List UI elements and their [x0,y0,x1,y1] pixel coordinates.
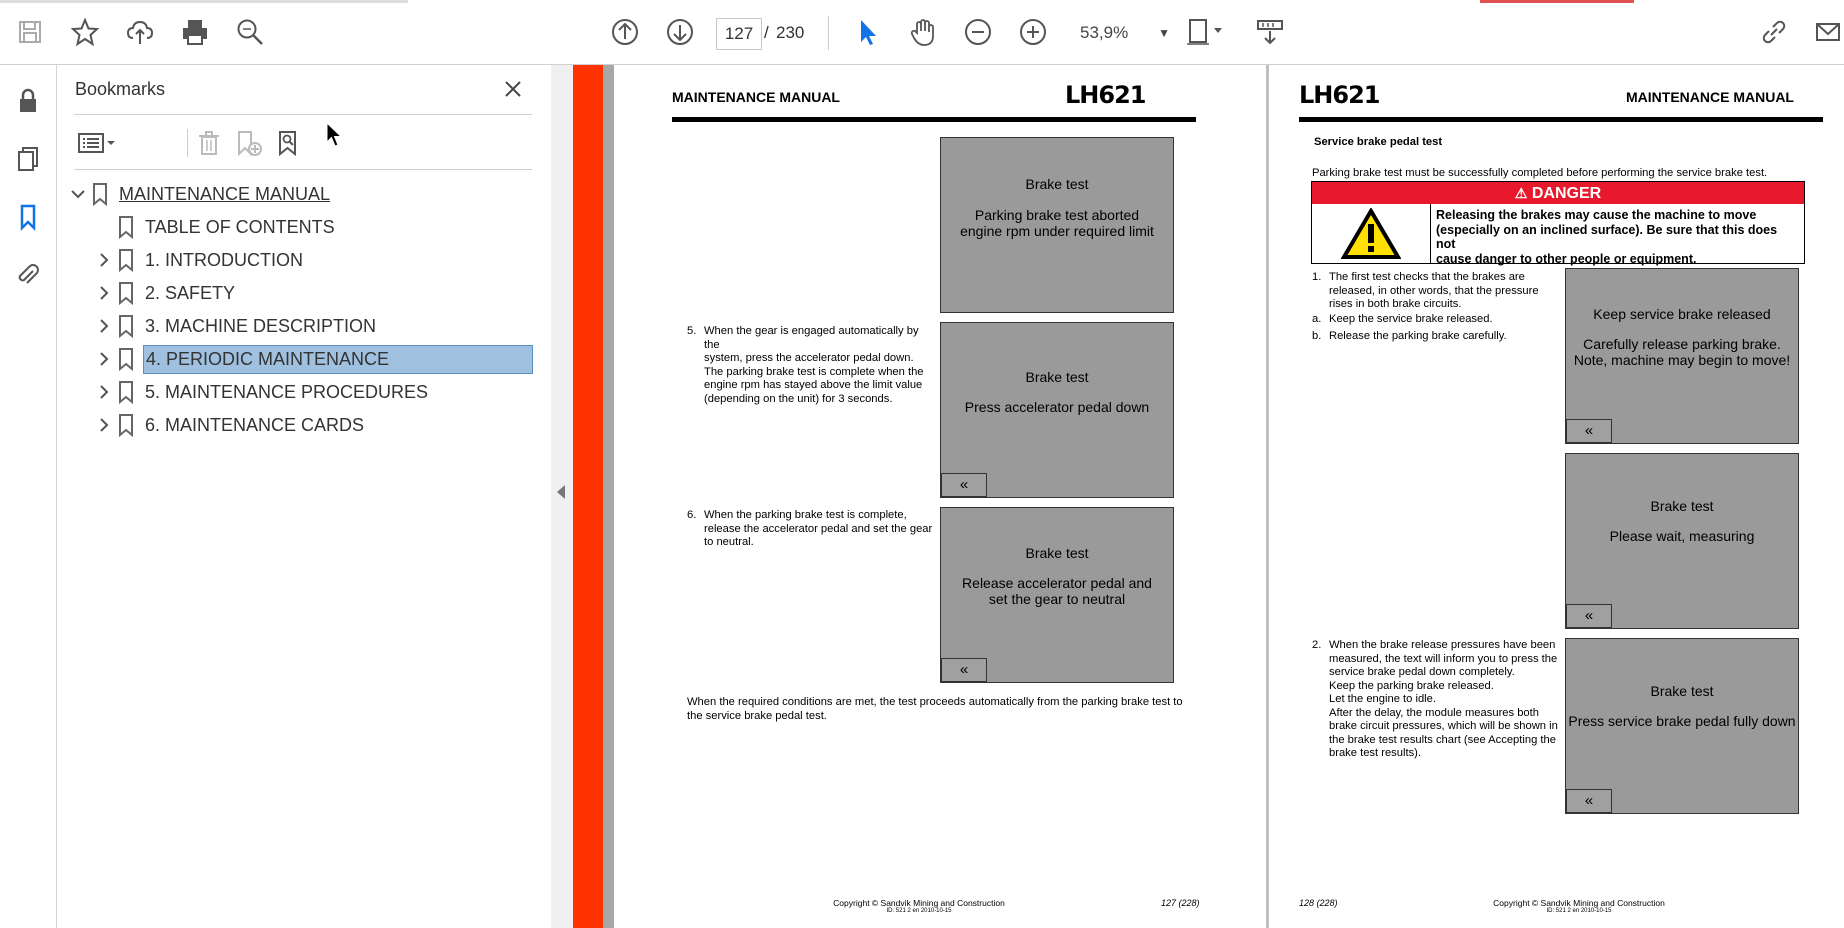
add-bookmark-icon[interactable] [231,125,267,161]
bookmark-icon [115,280,137,306]
footer-id: ID: 521 2 en 2010-10-15 [1546,908,1612,914]
bookmark-icon [115,247,137,273]
page-logo: LH621 [1299,81,1380,109]
upload-cloud-icon[interactable] [122,14,158,50]
back-button: « [941,473,987,497]
page-number: 128 (228) [1299,898,1338,908]
page-number-input[interactable]: 127 [716,18,762,50]
step-5-text [687,325,935,405]
text-line: (especially on an inclined surface). Be sure that this does not [1436,222,1778,251]
screen-title: Keep service brake released [1593,306,1771,322]
toolbar-divider [828,16,829,50]
brake-test-screen [940,507,1174,683]
danger-warning-box [1311,181,1805,264]
text-line: Releasing the brakes may cause the machine to move [1436,208,1757,222]
close-icon[interactable] [501,77,525,101]
bookmarks-panel [57,65,552,928]
danger-label: DANGER [1531,185,1602,202]
bookmark-item-maintenance-cards[interactable] [93,409,366,441]
text-line: engine rpm has stayed above the limit value [704,379,923,391]
step-number: 2. [1312,639,1322,651]
intro-text: Parking brake test must be successfully completed before performing the service brake test. [1312,167,1768,179]
brake-test-screen [1565,268,1799,444]
step-1a-text [1312,313,1564,327]
bookmark-options-icon[interactable] [73,125,121,161]
next-page-icon[interactable] [662,14,698,50]
page-footer [789,898,1049,914]
pdf-page-left [614,65,1266,928]
search-zoom-icon[interactable] [232,14,268,50]
section-title: Service brake pedal test [1314,136,1443,148]
back-button: « [941,658,987,682]
text-line: released, in other words, that the pressure [1329,284,1539,297]
tab-strip [0,0,408,3]
page-total: 230 [776,23,805,42]
text-line: When the brake release pressures have been [1329,639,1556,651]
text-line: When the gear is engaged automatically by the [704,325,919,351]
bookmark-panel-icon[interactable] [10,199,46,235]
bookmark-item-table-of-contents[interactable] [93,211,337,243]
step-number: 1. [1312,271,1322,283]
text-line: brake test results). [1329,747,1422,759]
bookmark-item-introduction[interactable] [93,244,305,276]
bookmark-icon [89,181,111,207]
text-line: (depending on the unit) for 3 seconds. [704,392,893,405]
fit-page-icon[interactable] [1180,14,1228,50]
screen-line: engine rpm under required limit [960,223,1154,239]
step-letter: b. [1312,330,1322,342]
bookmark-icon [115,379,137,405]
text-line: measured, the text will inform you to press the [1329,652,1558,665]
left-navigation-rail [0,65,57,928]
back-button: « [1566,789,1612,813]
pdf-page-right [1269,65,1844,928]
text-line: rises in both brake circuits. [1329,298,1462,310]
text-line: the brake test results chart (see Accepting the [1329,733,1556,746]
zoom-select[interactable] [1068,18,1178,48]
screen-line: Note, machine may begin to move! [1573,352,1791,368]
email-icon[interactable] [1810,14,1844,50]
page-header-title: MAINTENANCE MANUAL [672,89,840,105]
bookmark-icon [115,214,137,240]
collapse-panel-icon[interactable] [557,485,565,499]
screen-line: Carefully release parking brake. [1583,336,1781,352]
footer-id: ID: 521 2 en 2010-10-15 [886,908,952,914]
back-button: « [1566,419,1612,443]
step-2-text [1312,639,1564,764]
page-separator: / [764,23,769,42]
find-bookmark-icon[interactable] [271,125,307,161]
text-line: The first test checks that the brakes are [1329,271,1525,283]
panel-toolbar-divider [187,129,188,157]
screen-line: Press service brake pedal fully down [1568,713,1796,729]
screen-title: Brake test [1025,369,1089,385]
bookmark-label: 5. MAINTENANCE PROCEDURES [145,381,429,402]
page-footer [1449,898,1709,914]
text-line: When the parking brake test is complete, [704,509,907,521]
text-line: Release the parking brake carefully. [1329,330,1507,342]
tab-strip-active [1480,0,1634,3]
brake-test-screen [1565,453,1799,629]
bookmark-icon [115,313,137,339]
screen-title: Brake test [1025,176,1089,192]
chevron-right-icon[interactable] [93,315,115,337]
text-line: to neutral. [704,536,754,548]
step-1b-text [1312,330,1564,344]
chevron-right-icon[interactable] [93,282,115,304]
select-cursor-icon[interactable] [850,14,886,50]
text-line: the service brake pedal test. [687,709,827,722]
zoom-in-icon[interactable] [1015,14,1051,50]
brake-test-screen [940,322,1174,498]
bookmark-label: MAINTENANCE MANUAL [119,183,331,204]
bookmark-item-maintenance-manual[interactable] [67,178,332,210]
brake-test-screen [1565,638,1799,814]
closing-paragraph [687,696,1207,723]
text-line: Keep the parking brake released. [1329,679,1494,692]
text-line: system, press the accelerator pedal down. [704,352,914,364]
step-1-text [1312,271,1564,311]
chevron-right-icon[interactable] [93,414,115,436]
step-number: 5. [687,325,697,337]
print-icon[interactable] [177,14,213,50]
page-thumbnails-icon[interactable] [10,141,46,177]
bookmark-label: 4. PERIODIC MAINTENANCE [143,345,533,374]
page-header-title: MAINTENANCE MANUAL [1626,89,1794,105]
attachment-icon[interactable] [10,257,46,293]
bookmark-item-periodic-maintenance[interactable] [93,343,533,375]
bookmark-icon [115,346,137,372]
text-line: service brake pedal down completely. [1329,666,1515,678]
bookmark-label: 6. MAINTENANCE CARDS [145,414,365,435]
text-line: When the required conditions are met, the test proceeds automatically from the parking brake test to [687,696,1183,708]
text-line: After the delay, the module measures both [1329,706,1539,719]
step-number: 6. [687,509,697,521]
page-logo: LH621 [1065,81,1146,109]
chevron-right-icon[interactable] [93,381,115,403]
screen-title: Brake test [1650,498,1714,514]
step-6-text [687,509,935,553]
zoom-value: 53,9% [1080,23,1129,42]
screen-line: set the gear to neutral [988,591,1126,607]
text-line: brake circuit pressures, which will be shown in [1329,720,1558,732]
bookmark-label: TABLE OF CONTENTS [145,216,335,237]
screen-line: Please wait, measuring [1609,528,1755,544]
main-toolbar [0,0,1844,65]
page-number: 127 (228) [1161,898,1200,908]
bookmark-item-machine-description[interactable] [93,310,378,342]
panel-splitter[interactable] [551,65,573,928]
bookmark-item-safety[interactable] [93,277,237,309]
bookmark-label: 2. SAFETY [145,282,236,303]
warning-triangle-icon: ⚠ [1514,185,1528,201]
save-icon[interactable] [12,14,48,50]
text-line: release the accelerator pedal and set the gear [704,522,933,535]
hand-icon[interactable] [905,14,941,50]
screen-line: Release accelerator pedal and [962,575,1152,591]
footer-copyright: Copyright © Sandvik Mining and Construction [1493,898,1665,908]
header-rule [672,117,1196,122]
danger-header [1312,182,1804,204]
step-letter: a. [1312,313,1322,325]
scroll-mode-icon[interactable] [1252,14,1288,50]
back-button: « [1566,604,1612,628]
star-icon[interactable] [67,14,103,50]
footer-copyright: Copyright © Sandvik Mining and Construction [833,898,1005,908]
page-edge-red [573,65,603,928]
bookmark-label: 1. INTRODUCTION [145,249,304,270]
panel-divider [74,114,532,115]
header-rule [1299,117,1823,122]
chevron-down-icon: ▼ [1158,26,1170,40]
panel-divider [74,169,532,170]
text-line: Keep the service brake released. [1329,313,1493,325]
page-edge-gray [603,65,614,928]
screen-line: Press accelerator pedal down [964,399,1150,415]
screen-title: Brake test [1025,545,1089,561]
panel-title: Bookmarks [75,79,166,99]
chevron-down-icon[interactable] [67,183,89,205]
bookmark-item-maintenance-procedures[interactable] [93,376,430,408]
text-line: cause danger to other people or equipment. [1436,251,1697,266]
brake-test-screen [940,137,1174,313]
chevron-right-icon[interactable] [93,249,115,271]
text-line: The parking brake test is complete when the [704,365,924,378]
mouse-cursor-icon [326,122,342,148]
bookmark-label: 3. MACHINE DESCRIPTION [145,315,377,336]
zoom-out-icon[interactable] [960,14,996,50]
prev-page-icon[interactable] [607,14,643,50]
lock-icon[interactable] [10,83,46,119]
chevron-right-icon[interactable] [93,348,115,370]
bookmark-icon [115,412,137,438]
warning-icon [1312,204,1431,263]
screen-line: Parking brake test aborted [974,207,1140,223]
screen-title: Brake test [1650,683,1714,699]
document-viewer[interactable] [573,65,1844,928]
share-link-icon[interactable] [1756,14,1792,50]
danger-text [1436,208,1798,266]
text-line: Let the engine to idle. [1329,693,1436,705]
delete-bookmark-icon[interactable] [191,125,227,161]
